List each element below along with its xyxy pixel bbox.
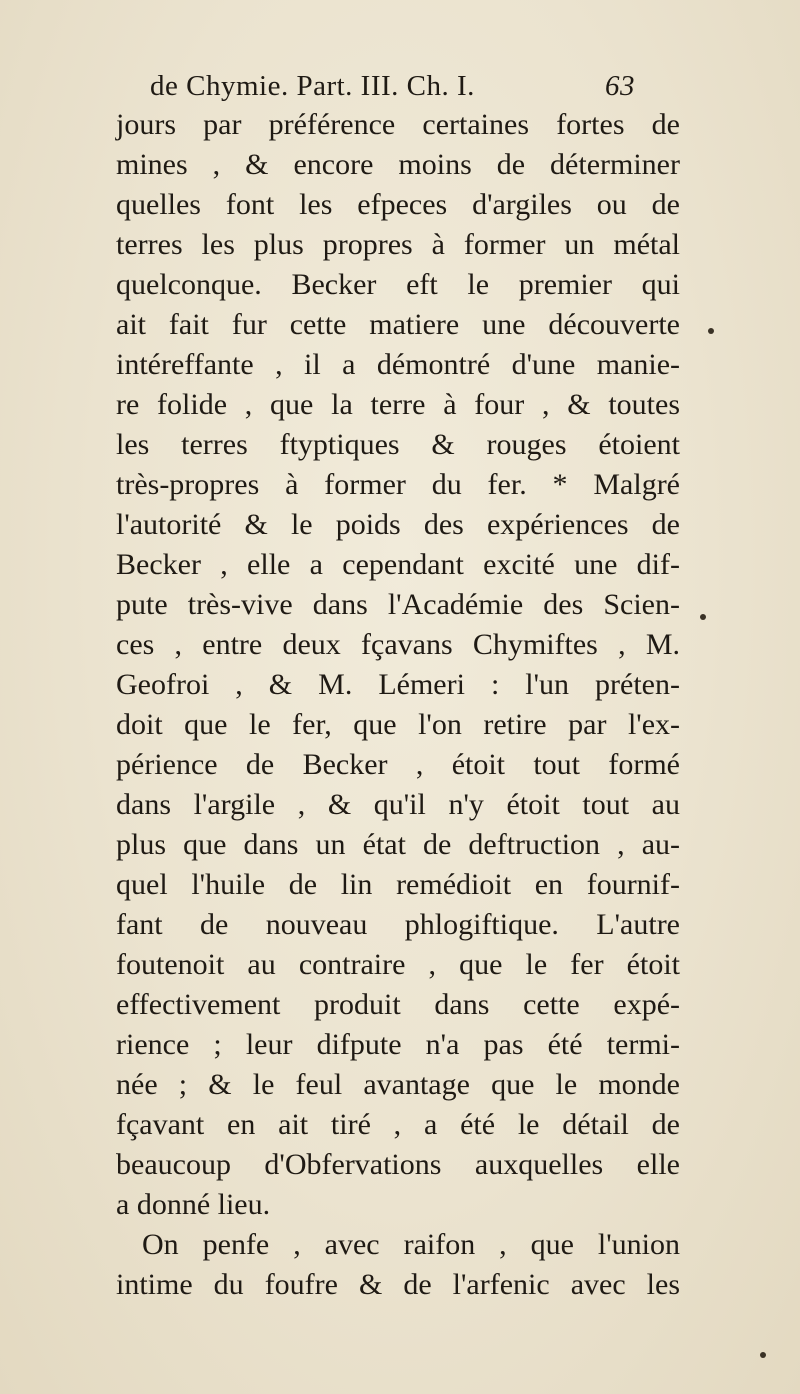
text-line: quelconque. Becker eft le premier qui [116,268,680,301]
text-line: On penfe , avec raifon , que l'union [142,1228,680,1261]
ink-speck [708,328,714,334]
text-line: quelles font les efpeces d'argiles ou de [116,188,680,221]
text-line: née ; & le feul avantage que le monde [116,1068,680,1101]
text-line: foutenoit au contraire , que le fer étoit [116,948,680,981]
text-line: jours par préférence certaines fortes de [116,108,680,141]
text-line: quel l'huile de lin remédioit en fournif- [116,868,680,901]
text-line: intime du foufre & de l'arfenic avec les [116,1268,680,1301]
text-line: terres les plus propres à former un métal [116,228,680,261]
ink-speck [760,1352,766,1358]
text-line: effectivement produit dans cette expé- [116,988,680,1021]
text-line: fant de nouveau phlogiftique. L'autre [116,908,680,941]
text-line: fçavant en ait tiré , a été le détail de [116,1108,680,1141]
ink-speck [700,614,706,620]
text-line: très-propres à former du fer. * Malgré [116,468,680,501]
text-line: rience ; leur difpute n'a pas été termi- [116,1028,680,1061]
text-line: mines , & encore moins de déterminer [116,148,680,181]
text-line: beaucoup d'Obfervations auxquelles elle [116,1148,680,1181]
text-line: l'autorité & le poids des expériences de [116,508,680,541]
running-head-title: de Chymie. Part. III. Ch. I. [150,70,475,102]
text-line: a donné lieu. [116,1188,271,1221]
text-line: plus que dans un état de deftruction , au- [116,828,680,861]
text-line: ait fait fur cette matiere une découverte [116,308,680,341]
text-line: doit que le fer, que l'on retire par l'ex- [116,708,680,741]
text-line: intéreffante , il a démontré d'une manie- [116,348,680,381]
text-line: ces , entre deux fçavans Chymiftes , M. [116,628,680,661]
text-line: Geofroi , & M. Lémeri : l'un préten- [116,668,680,701]
text-line: les terres ftyptiques & rouges étoient [116,428,680,461]
text-line: re folide , que la terre à four , & toutes [116,388,680,421]
text-line: Becker , elle a cependant excité une dif- [116,548,680,581]
text-line: dans l'argile , & qu'il n'y étoit tout au [116,788,680,821]
text-line: périence de Becker , étoit tout formé [116,748,680,781]
page-number: 63 [605,70,635,102]
running-header [150,70,650,103]
text-line: pute très-vive dans l'Académie des Scien- [116,588,680,621]
